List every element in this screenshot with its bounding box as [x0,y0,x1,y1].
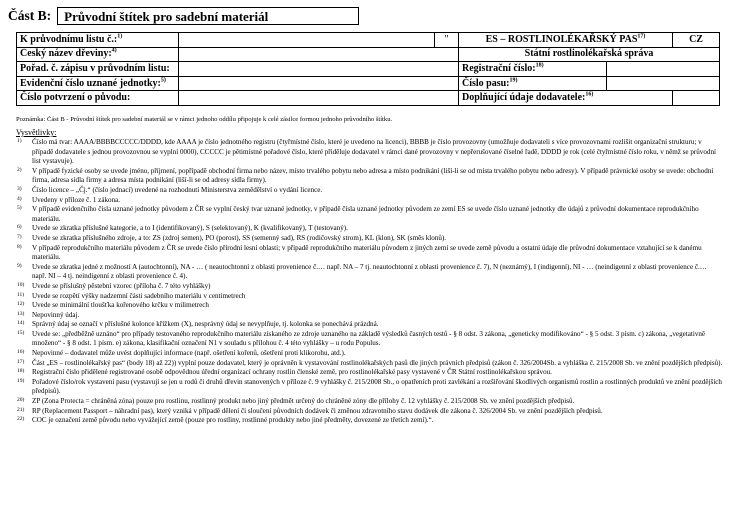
form-note: Poznámka: Část B - Průvodní štítek pro sadební materiál se v rámci jednoho oddílu připojuje k celé zásilce formou jednoho průvodního štítku. [16,116,393,123]
footnote-text: Část „ES – rostlinolékařský pas“ (body 18) až 22)) vyplní pouze dodavatel, který je oprávněn k vystavování rostlinolékařských pasů dle jiných právních předpisů (zákon č. 326/2004Sb. a vyhláška č. 215/2008 Sb. ve znění pozdějších předpisů). [32,358,723,367]
quote-cell: " [435,33,459,48]
field-label-unit-no: Evidenční číslo uznané jednotky: [20,77,161,89]
footnote-text: Uvede se zkratka příslušné kategorie, a to I (identifikovaný), S (selektovaný), K (kvalifikovaný), T (testovaný). [32,224,348,233]
footnote-number: 18) [17,368,25,375]
footnote-number: 20) [17,397,25,404]
footnote-text: Nepovinný údaj. [32,310,80,319]
field-label-species: Český název dřeviny: [20,48,112,60]
footnote-item [16,349,723,359]
field-value-unit-no[interactable] [179,76,459,91]
form-row-2 [17,47,720,62]
footnote-item [16,320,723,330]
footnote-item [16,282,723,292]
footnote-item [16,234,723,244]
footnote-number: 6) [17,224,22,231]
field-value-species[interactable] [179,47,459,62]
form-row-5 [17,91,720,106]
footnote-number: 21) [17,406,25,413]
label-cell [459,91,673,106]
footnote-number: 19) [17,377,25,384]
footnote-item [16,311,723,321]
footnote-text: Uvede se minimální tloušťka kořenového krčku v milimetrech [32,301,209,310]
footnote-item [16,330,723,349]
field-value-list-no[interactable] [179,33,435,48]
part-label: Část B: [8,8,52,23]
footnote-list [16,138,723,426]
field-label-list-no: K průvodnímu listu č.: [20,33,118,45]
footnote-item [16,368,723,378]
footnote-number: 17) [17,358,25,365]
footnote-text: COC je označení země původu nebo vyvážející země (pouze pro rostliny, rostlinné produkty nebo jiné předměty, dovezené ze třetích zemí).“. [32,416,434,425]
footnote-item [16,292,723,302]
field-value-order-no[interactable] [179,62,459,77]
footnote-item [16,263,723,282]
footnote-number: 3) [17,185,22,192]
footnote-ref: 19) [509,77,518,84]
field-label-order-no: Pořad. č. zápisu v průvodním listu: [17,62,179,77]
field-value-registration[interactable] [607,62,720,77]
footnote-number: 13) [17,310,25,317]
footnote-number: 9) [17,262,22,269]
footnote-text: Pořadové číslo/rok vystavení pasu (vystavují se jen u rodů či druhů dřevin stanovených v příloze č. 9 vyhlášky č. 215/2008 Sb., o opatřeních proti zavlékání a rozšiřování škodlivých organismů rostlin a rostlinných produktů ve znění pozdějších předpisů). [32,377,722,396]
part-title-box: Průvodní štítek pro sadební materiál [57,7,359,25]
footnote-number: 5) [17,205,22,212]
footnote-number: 22) [17,416,25,423]
footnote-item [16,416,723,426]
footnote-item [16,138,723,167]
footnote-text: Uvede se příslušný pěstební vzorec (příloha č. 7 této vyhlášky) [32,281,211,290]
footnote-item [16,378,723,397]
footnote-item [16,301,723,311]
footnote-text: V případě fyzické osoby se uvede jméno, příjmení, popřípadě obchodní firma nebo název, místo trvalého pobytu nebo adresa a místo podnikání (liší-li se od místa trvalého pobytu nebo adresy). V případě právnické osoby se uvede: obchodní firma, adresa sídla firmy a adresa místa podnikání (liší-li se od adresy sídla firmy). [32,166,714,185]
field-label-origin-cert: Číslo potvrzení o původu: [17,91,179,106]
field-label-registration: Registrační číslo: [462,62,536,74]
footnote-ref: 16) [585,91,594,98]
footnote-ref: 17) [637,33,646,40]
footnote-text: RP (Replacement Passport – náhradní pas), který vzniká v případě dělení či sloučení původních dodávek či změnou zdravotního stavu dodávek dle zákona č. 326/2004 Sb. ve znění pozdějších předpisů. [32,406,603,415]
form-row-1 [17,33,720,48]
footnote-ref: 18) [535,62,544,69]
footnote-text: Uvede se zkratka příslušného zdroje, a to: ZS (zdroj semen), PO (porost), SS (semenný sad), RS (rodičovský strom), KL (klon), SK (směs klonů). [32,233,447,242]
footnote-number: 4) [17,195,22,202]
footnote-number: 12) [17,301,25,308]
footnote-text: V případě evidenčního čísla uznané jednotky původem z ČR se vyplní český tvar uznané jednotky, v případě čísla uznané jednotky původem ze zemí ES se uvede číslo uznané jednotky dle údajů z průvodní dokumentace reprodukčního materiálu. [32,205,699,223]
footnote-number: 14) [17,320,25,327]
footnote-ref: 1) [117,33,123,40]
form-row-4 [17,76,720,91]
footnote-text: Registrační číslo přidělené registrované osobě odpovědnou úřední organizací ochrany rostlin členské země, pro rostlinolékařské pasy vystavené v ČR Státní rostlinolékařskou správou. [32,368,552,377]
field-label-passport-no: Číslo pasu: [462,77,510,89]
footnote-text: Uvedeny v příloze č. 1 zákona. [32,195,121,204]
footnote-text: Správný údaj se označí v příslušné kolonce křížkem (X), nesprávný údaj se nevyplňuje, tj. kolonka se ponechává prázdná. [32,320,379,329]
field-value-passport-no[interactable] [607,76,720,91]
field-label-supplier-info: Doplňující údaje dodavatele: [462,92,586,104]
footnote-text: V případě reprodukčního materiálu původem z ČR se uvede číslo přírodní lesní oblasti; v případě reprodukčního materiálu původem z jiných zemí se uvede země původu a ostatní údaje dle průvodní dokumentace vztahující se k danému materiálu. [32,243,702,262]
footnote-number: 11) [17,291,25,298]
footnote-text: ZP (Zona Protecta = chráněná zóna) pouze pro rostlinu, rostlinný produkt nebo jiný předmět určený do chráněné zóny dle přílohy č. 12 vyhlášky č. 215/2008 Sb. ve znění pozdějších předpisů. [32,397,575,406]
footnote-item [16,244,723,263]
footnote-number: 16) [17,349,25,356]
footnote-text: Uvede se rozpětí výšky nadzemní části sadebního materiálu v centimetrech [32,291,246,300]
part-header [8,6,359,26]
footnote-text: Uvede se: „předběžně uznáno“ pro případy testovaného reprodukčního materiálu získaného ze zdroje uznaného na základě výsledků časných testů - § 8 odst. 3 zákona, „geneticky modifikováno“ - § 5 odst. 3 písm. c) zákona, „vegetativně množeno“ - § 8 odst. 1 písm. e) zákona, klasifikační označení N1 v souladu s přílohou č. 4 této vyhlášky – u rodu Populus. [32,329,706,348]
footnote-number: 1) [17,138,22,144]
passport-title-cell [459,33,673,48]
footnote-text: Číslo má tvar: AAAA/BBBBCCCCC/DDDD, kde AAAA je číslo jednotného registru (čtyřmístné číslo, které je uvedeno na licenci), BBBB je číslo provozovny (umožňuje dodavateli s více provozovnami rozlišit organizační strukturu; v případě dodavatele s jednou provozovnou se vyplní 0000), CCCCC je pětimístné pořadové číslo, které přiděluje dodavatel v rámci dané provozovny v nepřerušované číselné řadě, DDDD je rok (celé čtyřmístné číslo roku, v němž se průvodní list vystavuje). [32,138,716,166]
country-code: CZ [673,33,720,48]
footnote-ref: 4) [111,48,117,55]
label-cell [459,62,607,77]
label-cell [17,47,179,62]
label-cell [17,33,179,48]
footnote-item [16,196,723,206]
label-cell [459,76,607,91]
form-table [16,32,720,106]
footnote-number: 2) [17,166,22,173]
explanations-heading: Vysvětlivky: [16,128,57,137]
footnote-item [16,205,723,224]
footnote-number: 15) [17,329,25,336]
footnote-number: 10) [17,281,25,288]
footnote-number: 8) [17,243,22,250]
footnote-item [16,359,723,369]
footnote-item [16,224,723,234]
footnote-text: Uvede se zkratka jedné z možností A (autochtonní), NA - … ( neautochtonní z oblasti provenience č.… např. NA – 7 tj. neautochtonní z oblasti provenience č. 7), N (neznámý), I (indigenní), NI - … (neindigenní z oblasti provenience č.… např. NI – 4 tj. neindigenní z oblasti provenience č. 4). [32,262,707,281]
form-row-3 [17,62,720,77]
footnote-number: 7) [17,233,22,240]
field-value-origin-cert[interactable] [179,91,459,106]
footnote-ref: 5) [160,77,166,84]
footnote-item [16,167,723,186]
label-cell [17,76,179,91]
footnote-text: Číslo licence – „Čj.“ (číslo jednací) uvedené na rozhodnutí Ministerstva zemědělství o vydání licence. [32,185,323,194]
passport-title: ES – ROSTLINOLÉKAŘSKÝ PAS [485,33,638,45]
footnote-item [16,397,723,407]
footnote-text: Nepovinné – dodavatel může uvést doplňující informace (např. ošetření kořenů, ošetření proti klikorohu, atd.). [32,349,346,358]
footnote-item [16,186,723,196]
footnote-item [16,407,723,417]
field-value-supplier-info[interactable] [673,91,720,106]
authority-name: Státní rostlinolékařská správa [459,47,720,62]
